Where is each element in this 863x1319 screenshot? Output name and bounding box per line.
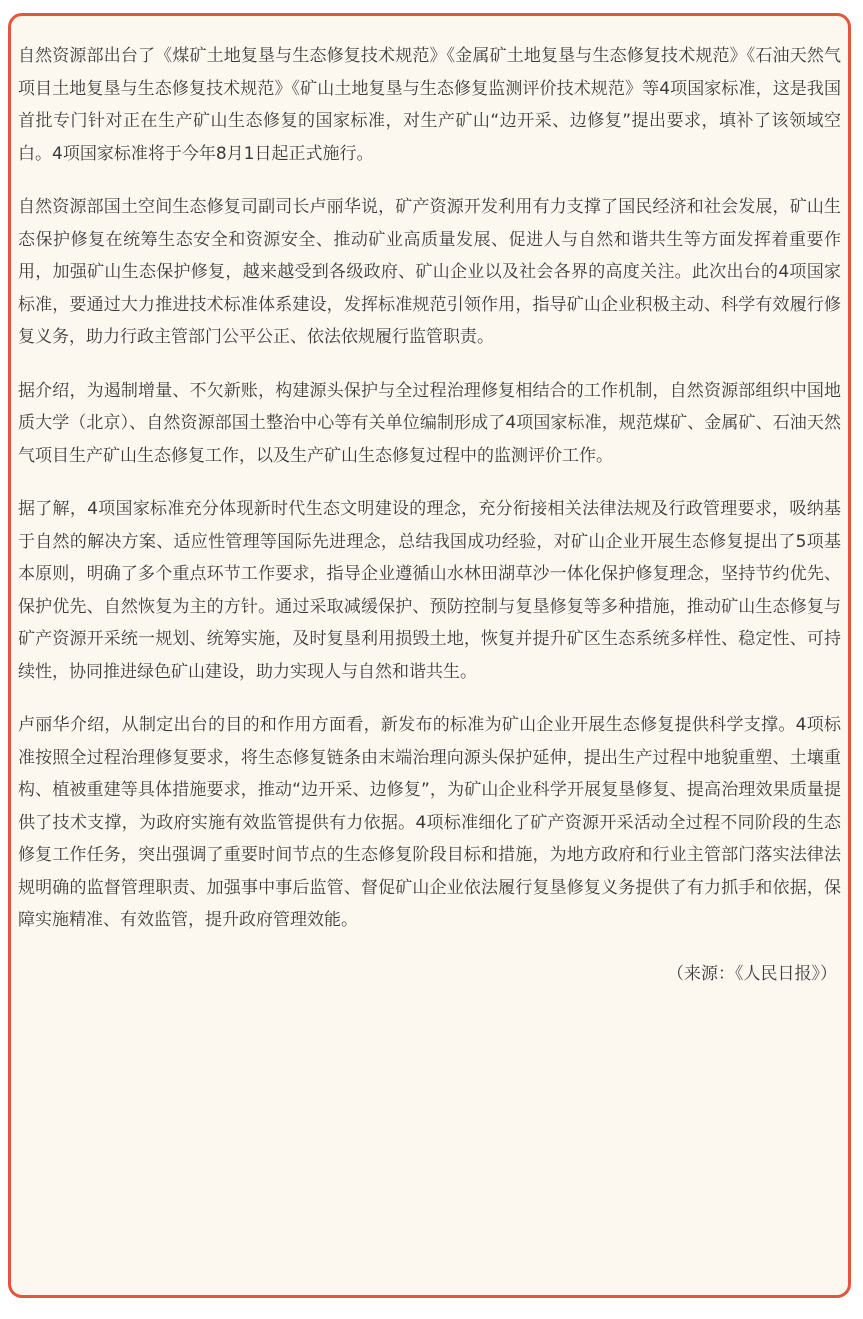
- article-paragraph: 卢丽华介绍，从制定出台的目的和作用方面看，新发布的标准为矿山企业开展生态修复提供科学支撑。4项标准按照全过程治理修复要求，将生态修复链条由末端治理向源头保护延伸，提出生产过程中地貌重塑、土壤重构、植被重建等具体措施要求，推动“边开采、边修复”，为矿山企业科学开展复垦修复、提高治理效果质量提供了技术支撑，为政府实施有效监管提供有力依据。4项标准细化了矿产资源开采活动全过程不同阶段的生态修复工作任务，突出强调了重要时间节点的生态修复阶段目标和措施，为地方政府和行业主管部门落实法律法规明确的监督管理职责、加强事中事后监管、督促矿山企业依法履行复垦修复义务提供了有力抓手和依据，保障实施精准、有效监管，提升政府管理效能。: [18, 715, 841, 930]
- article-paragraph: 据介绍，为遏制增量、不欠新账，构建源头保护与全过程治理修复相结合的工作机制，自然资源部组织中国地质大学（北京）、自然资源部国土整治中心等有关单位编制形成了4项国家标准，规范煤矿、金属矿、石油天然气项目生产矿山生态修复工作，以及生产矿山生态修复过程中的监测评价工作。: [18, 380, 841, 466]
- article-card: [8, 13, 851, 1298]
- article-paragraph: 据了解，4项国家标准充分体现新时代生态文明建设的理念，充分衔接相关法律法规及行政管理要求，吸纳基于自然的解决方案、适应性管理等国际先进理念，总结我国成功经验，对矿山企业开展生态修复提出了5项基本原则，明确了多个重点环节工作要求，指导企业遵循山水林田湖草沙一体化保护修复理念，坚持节约优先、保护优先、自然恢复为主的方针。通过采取减缓保护、预防控制与复垦修复等多种措施，推动矿山生态修复与矿产资源开采统一规划、统筹实施，及时复垦利用损毁土地，恢复并提升矿区生态系统多样性、稳定性、可持续性，协同推进绿色矿山建设，助力实现人与自然和谐共生。: [18, 499, 841, 682]
- source-attribution: （来源：《人民日报》）: [667, 963, 837, 984]
- article-body: [18, 40, 841, 990]
- article-paragraph: 自然资源部国土空间生态修复司副司长卢丽华说，矿产资源开发利用有力支撑了国民经济和社会发展，矿山生态保护修复在统筹生态安全和资源安全、推动矿业高质量发展、促进人与自然和谐共生等方面发挥着重要作用，加强矿山生态保护修复，越来越受到各级政府、矿山企业以及社会各界的高度关注。此次出台的4项国家标准，要通过大力推进技术标准体系建设，发挥标准规范引领作用，指导矿山企业积极主动、科学有效履行修复义务，助力行政主管部门公平公正、依法依规履行监管职责。: [18, 197, 841, 347]
- article-paragraph: 自然资源部出台了《煤矿土地复垦与生态修复技术规范》《金属矿土地复垦与生态修复技术规范》《石油天然气项目土地复垦与生态修复技术规范》《矿山土地复垦与生态修复监测评价技术规范》等4项国家标准，这是我国首批专门针对正在生产矿山生态修复的国家标准，对生产矿山“边开采、边修复”提出要求，填补了该领域空白。4项国家标准将于今年8月1日起正式施行。: [18, 46, 841, 164]
